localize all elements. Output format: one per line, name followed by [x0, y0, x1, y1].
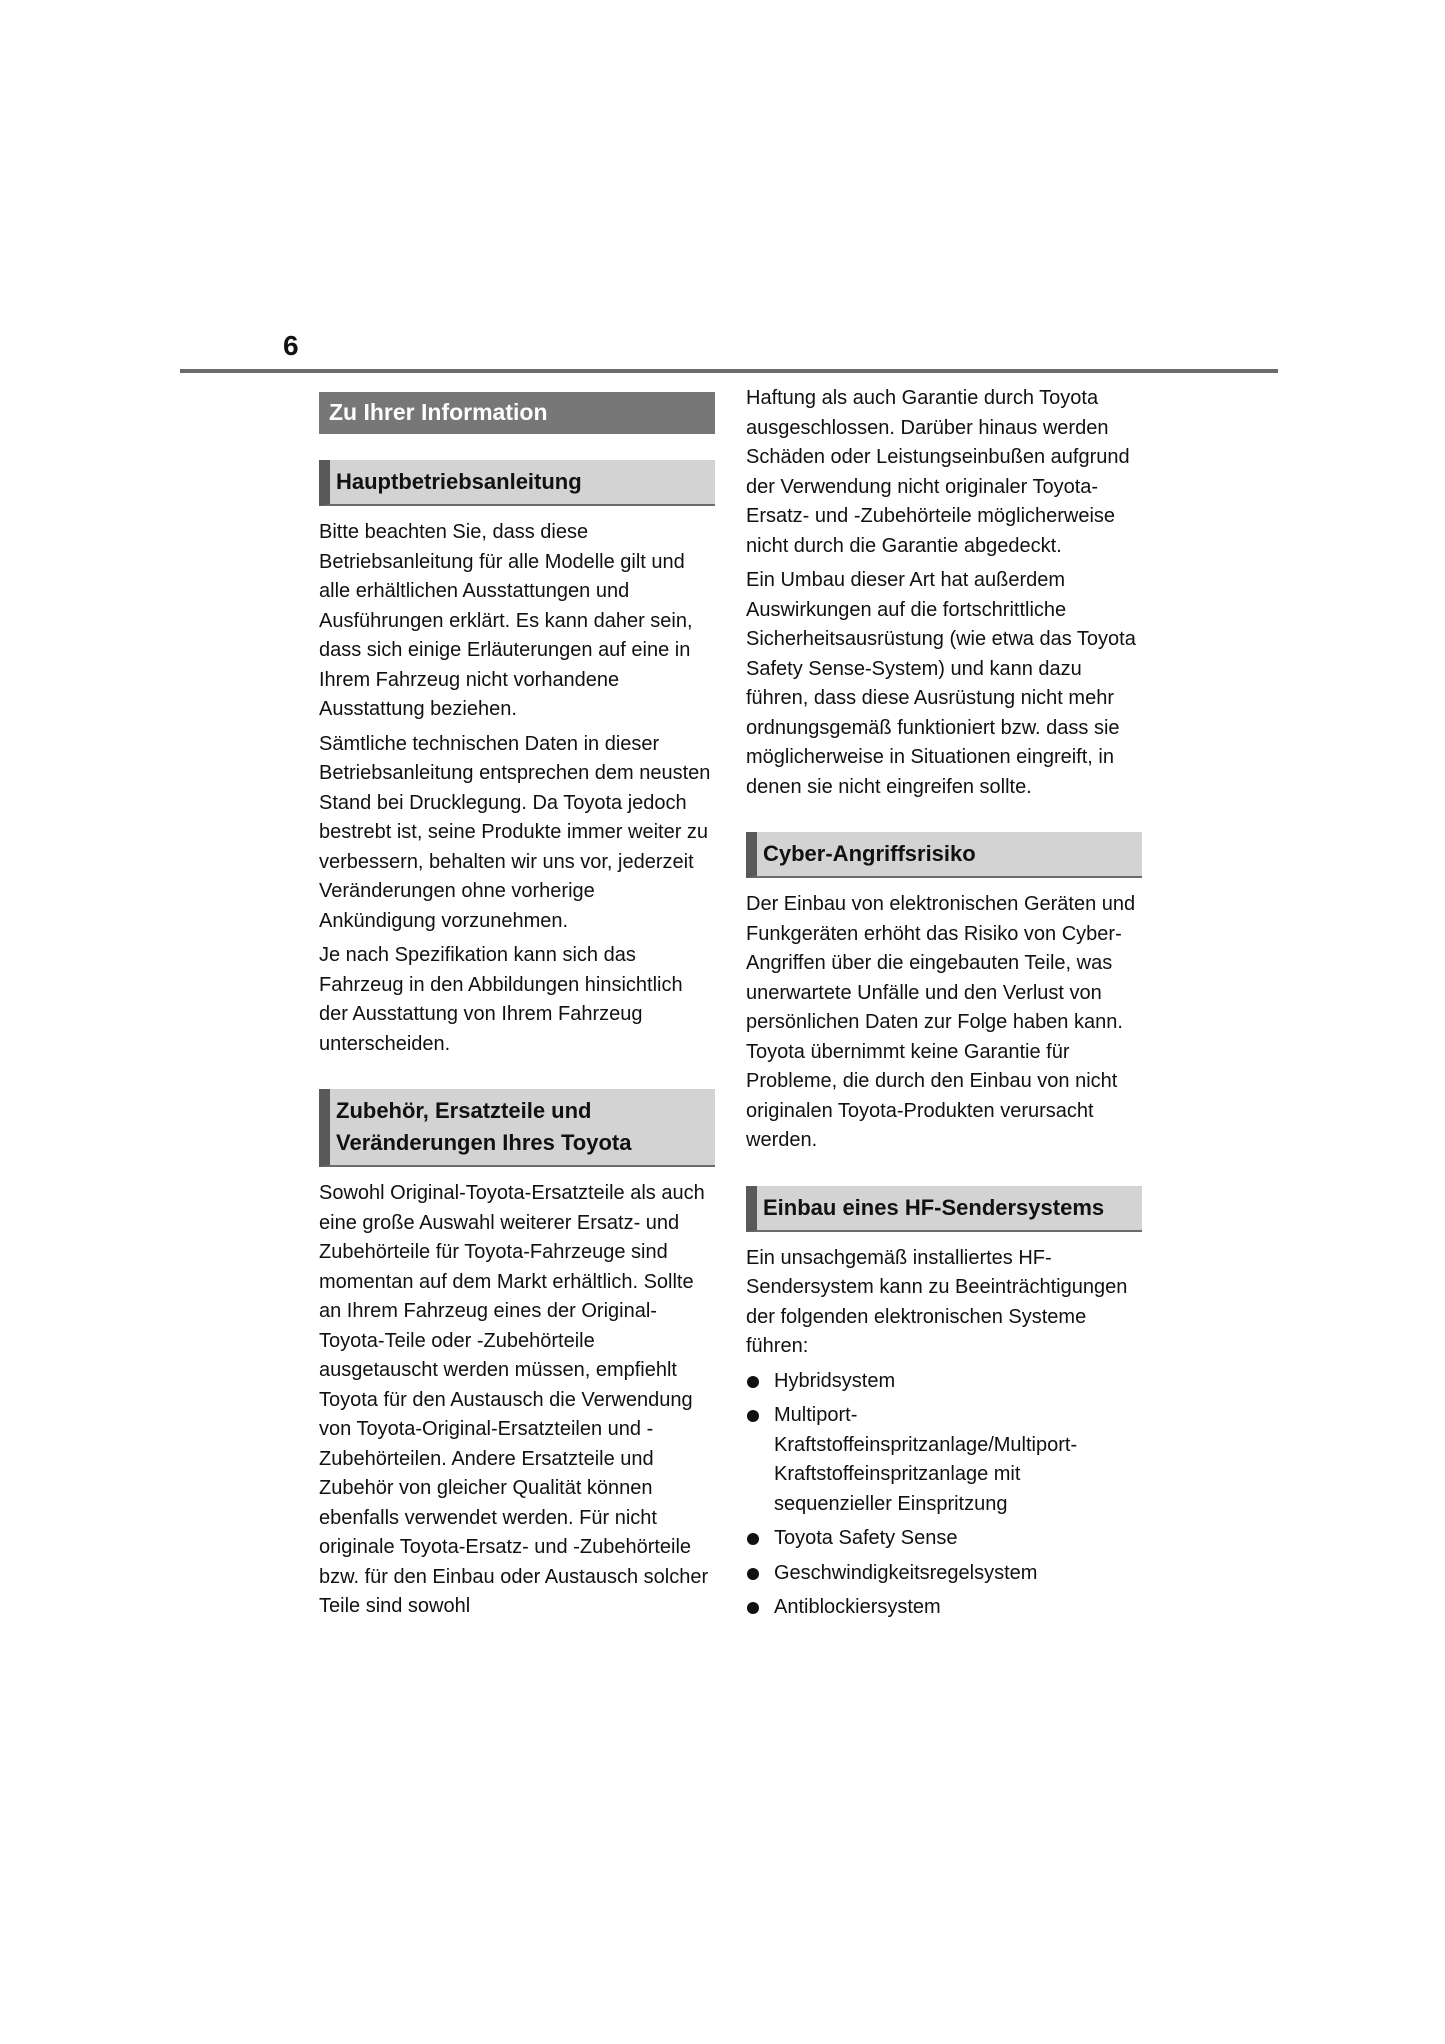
paragraph-technical-data: Sämtliche technischen Daten in dieser Betriebsanleitung entsprechen dem neusten Stand bei Drucklegung. Da Toyota jedoch bestrebt ist, seine Produkte immer weiter zu verbessern, behalten wir uns vor, jederzeit Veränderungen ohne vorherige Ankündigung vorzunehmen.: [319, 732, 711, 932]
affected-systems-list: [746, 1367, 1142, 1623]
paragraph-illustrations: Je nach Spezifikation kann sich das Fahrzeug in den Abbildungen hinsichtlich der Ausstattung von Ihrem Fahrzeug unterscheiden.: [319, 944, 683, 1055]
paragraph-safety-equipment: Ein Umbau dieser Art hat außerdem Auswirkungen auf die fortschrittliche Sicherheitsausrüstung (wie etwa das Toyota Safety Sense-System) und kann dazu führen, dass diese Ausrüstung nicht mehr ordnungsgemäß funktioniert bzw. dass sie möglicherweise in Situationen eingreift, in denen sie nicht eingreifen sollte.: [746, 569, 1136, 798]
right-column: [746, 384, 1142, 1628]
paragraph-rf-transmitter: Ein unsachgemäß installiertes HF-Sendersystem kann zu Beeinträchtigungen der folgenden elektronischen Systeme führen:: [746, 1246, 1128, 1357]
list-item-text: Toyota Safety Sense: [774, 1527, 958, 1549]
paragraph-accessories: Sowohl Original-Toyota-Ersatzteile als auch eine große Auswahl weiterer Ersatz- und Zubehörteile für Toyota-Fahrzeuge sind momentan auf dem Markt erhältlich. Sollte an Ihrem Fahrzeug eines der Original-Toyota-Teile oder -Zubehörteile ausgetauscht werden müssen, empfiehlt Toyota für den Austausch die Verwendung von Toyota-Original-Ersatzteilen und -Zubehörteilen. Andere Ersatzteile und Zubehör von gleicher Qualität können ebenfalls verwendet werden. Für nicht originale Toyota-Ersatz- und -Zubehörteile bzw. für den Einbau oder Austausch solcher Teile sind sowohl: [319, 1182, 709, 1617]
page-number: 6: [283, 330, 299, 361]
left-column: [319, 392, 715, 1627]
list-item: [746, 1559, 1142, 1589]
header-rule: [180, 369, 1278, 373]
bullet-icon: [747, 1376, 759, 1388]
paragraph-cyber-risk: Der Einbau von elektronischen Geräten und Funkgeräten erhöht das Risiko von Cyber-Angriffen über die eingebauten Teile, was unerwartete Unfälle und den Verlust von persönlichen Daten zur Folge haben kann. Toyota übernimmt keine Garantie für Probleme, die durch den Einbau von nicht originalen Toyota-Produkten verursacht werden.: [746, 893, 1136, 1151]
subheading-cyber-risk: Cyber-Angriffsrisiko: [746, 832, 1142, 878]
list-item: [746, 1367, 1142, 1397]
list-item-text: Antiblockiersystem: [774, 1596, 941, 1618]
bullet-icon: [747, 1568, 759, 1580]
list-item-text: Hybridsystem: [774, 1369, 896, 1392]
list-item-text: Multiport-Kraftstoffeinspritzanlage/Multiport-Kraftstoffeinspritzanlage mit sequenzieller Einspritzung: [774, 1404, 1078, 1515]
list-item: [746, 1593, 1142, 1623]
paragraph-liability: Haftung als auch Garantie durch Toyota ausgeschlossen. Darüber hinaus werden Schäden oder Leistungseinbußen aufgrund der Verwendung nicht originaler Toyota-Ersatz- und -Zubehörteile möglicherweise nicht durch die Garantie abgedeckt.: [746, 387, 1130, 557]
subheading-accessories: Zubehör, Ersatzteile und Veränderungen Ihres Toyota: [319, 1089, 715, 1167]
bullet-icon: [747, 1533, 759, 1545]
bullet-icon: [747, 1602, 759, 1614]
list-item-text: Geschwindigkeitsregelsystem: [774, 1561, 1038, 1584]
subheading-main-manual: Hauptbetriebsanleitung: [319, 460, 715, 506]
section-title: Zu Ihrer Information: [319, 392, 715, 434]
list-item: [746, 1401, 1142, 1519]
paragraph-manual-scope: Bitte beachten Sie, dass diese Betriebsanleitung für alle Modelle gilt und alle erhältlichen Ausstattungen und Ausführungen erklärt. Es kann daher sein, dass sich einige Erläuterungen auf eine in Ihrem Fahrzeug nicht vorhandene Ausstattung beziehen.: [319, 521, 693, 720]
subheading-rf-transmitter: Einbau eines HF-Sendersystems: [746, 1186, 1142, 1232]
list-item: [746, 1524, 1142, 1554]
bullet-icon: [747, 1410, 759, 1422]
